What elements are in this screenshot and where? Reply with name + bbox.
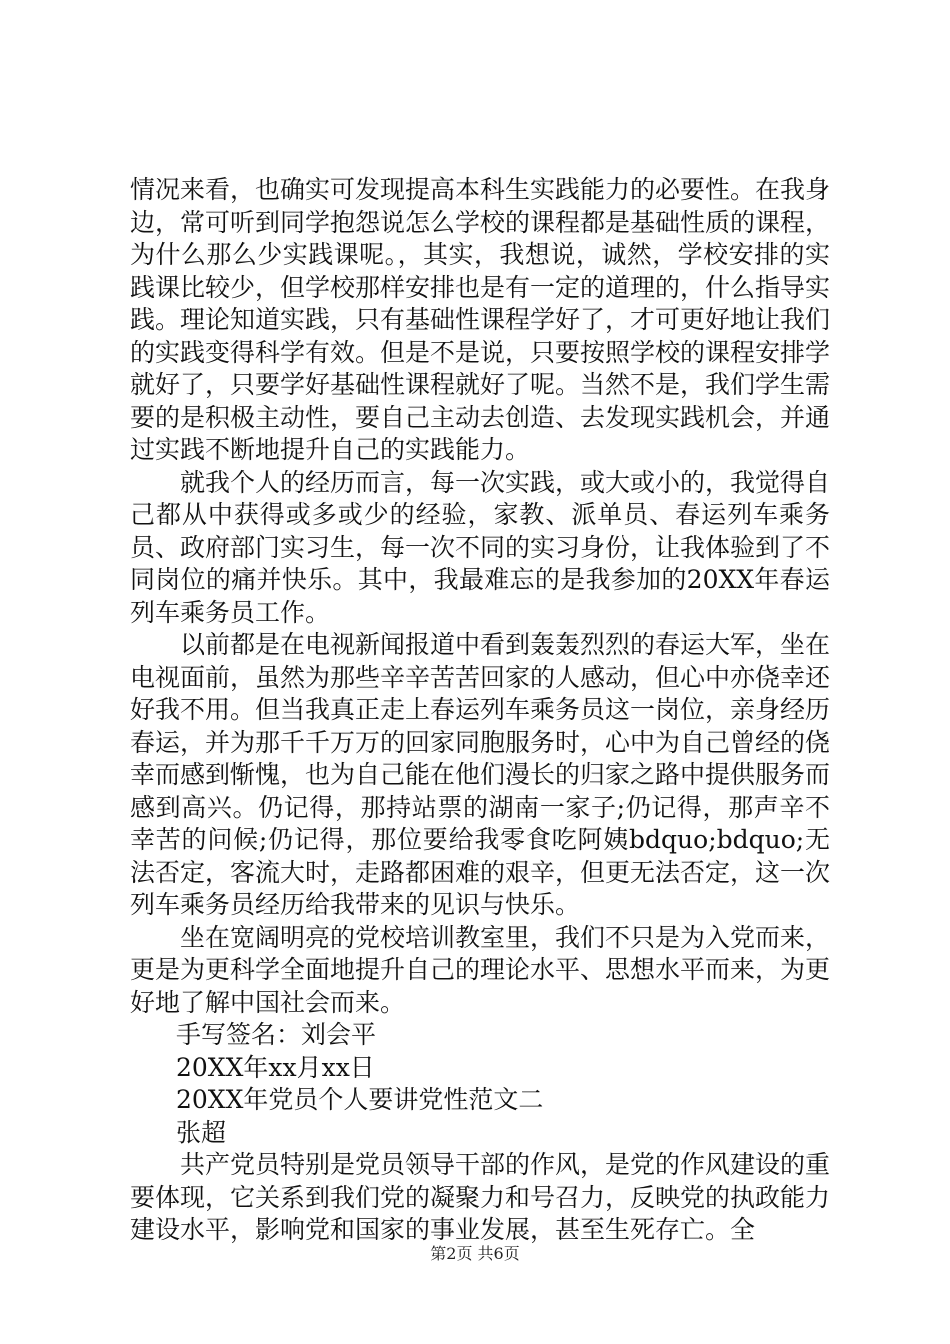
author-name: 张超 xyxy=(176,1117,227,1147)
paragraph-4: 坐在宽阔明亮的党校培训教室里，我们不只是为入党而来，更是为更科学全面地提升自己的理论水平、思想水平而来，为更好地了解中国社会而来。 xyxy=(130,922,831,1017)
section-paragraph: 共产党员特别是党员领导干部的作风，是党的作风建设的重要体现，它关系到我们党的凝聚力和号召力，反映党的执政能力建设水平，影响党和国家的事业发展，甚至生死存亡。全 xyxy=(130,1150,831,1244)
signature-line: 手写签名：刘会平 xyxy=(176,1020,377,1049)
section-title: 20XX年党员个人要讲党性范文二 xyxy=(176,1085,544,1114)
date-line: 20XX年xx月xx日 xyxy=(176,1052,375,1082)
document-body xyxy=(130,174,830,1247)
paragraph-3: 以前都是在电视新闻报道中看到轰轰烈烈的春运大军，坐在电视面前，虽然为那些辛辛苦苦回家的人感动，但心中亦侥幸还好我不用。但当我真正走上春运列车乘务员这一岗位，亲身经历春运，并为那千千万万的回家同胞服务时，心中为自己曾经的侥幸而感到惭愧，也为自己能在他们漫长的归家之路中提供服务而感到高兴。仍记得，那持站票的湖南一家子;仍记得，那声辛不幸苦的问候;仍记得，那位要给我零食吃阿姨bdquo;bdquo;无法否定，客流大时，走路都困难的艰辛，但更无法否定，这一次列车乘务员经历给我带来的见识与快乐。 xyxy=(130,630,831,919)
paragraph-1: 情况来看，也确实可发现提高本科生实践能力的必要性。在我身边，常可听到同学抱怨说怎么学校的课程都是基础性质的课程，为什么那么少实践课呢。，其实，我想说，诚然，学校安排的实践课比较少，但学校那样安排也是有一定的道理的，什么指导实践。理论知道实践，只有基础性课程学好了，才可更好地让我们的实践变得科学有效。但是不是说，只要按照学校的课程安排学就好了，只要学好基础性课程就好了呢。当然不是，我们学生需要的是积极主动性，要自己主动去创造、去发现实践机会，并通过实践不断地提升自己的实践能力。 xyxy=(130,175,831,464)
page-number: 第2页 共6页 xyxy=(430,1244,520,1263)
paragraph-2: 就我个人的经历而言，每一次实践，或大或小的，我觉得自己都从中获得或多或少的经验，家教、派单员、春运列车乘务员、政府部门实习生，每一次不同的实习身份，让我体验到了不同岗位的痛并快乐。其中，我最难忘的是我参加的20XX年春运列车乘务员工作。 xyxy=(130,467,831,627)
